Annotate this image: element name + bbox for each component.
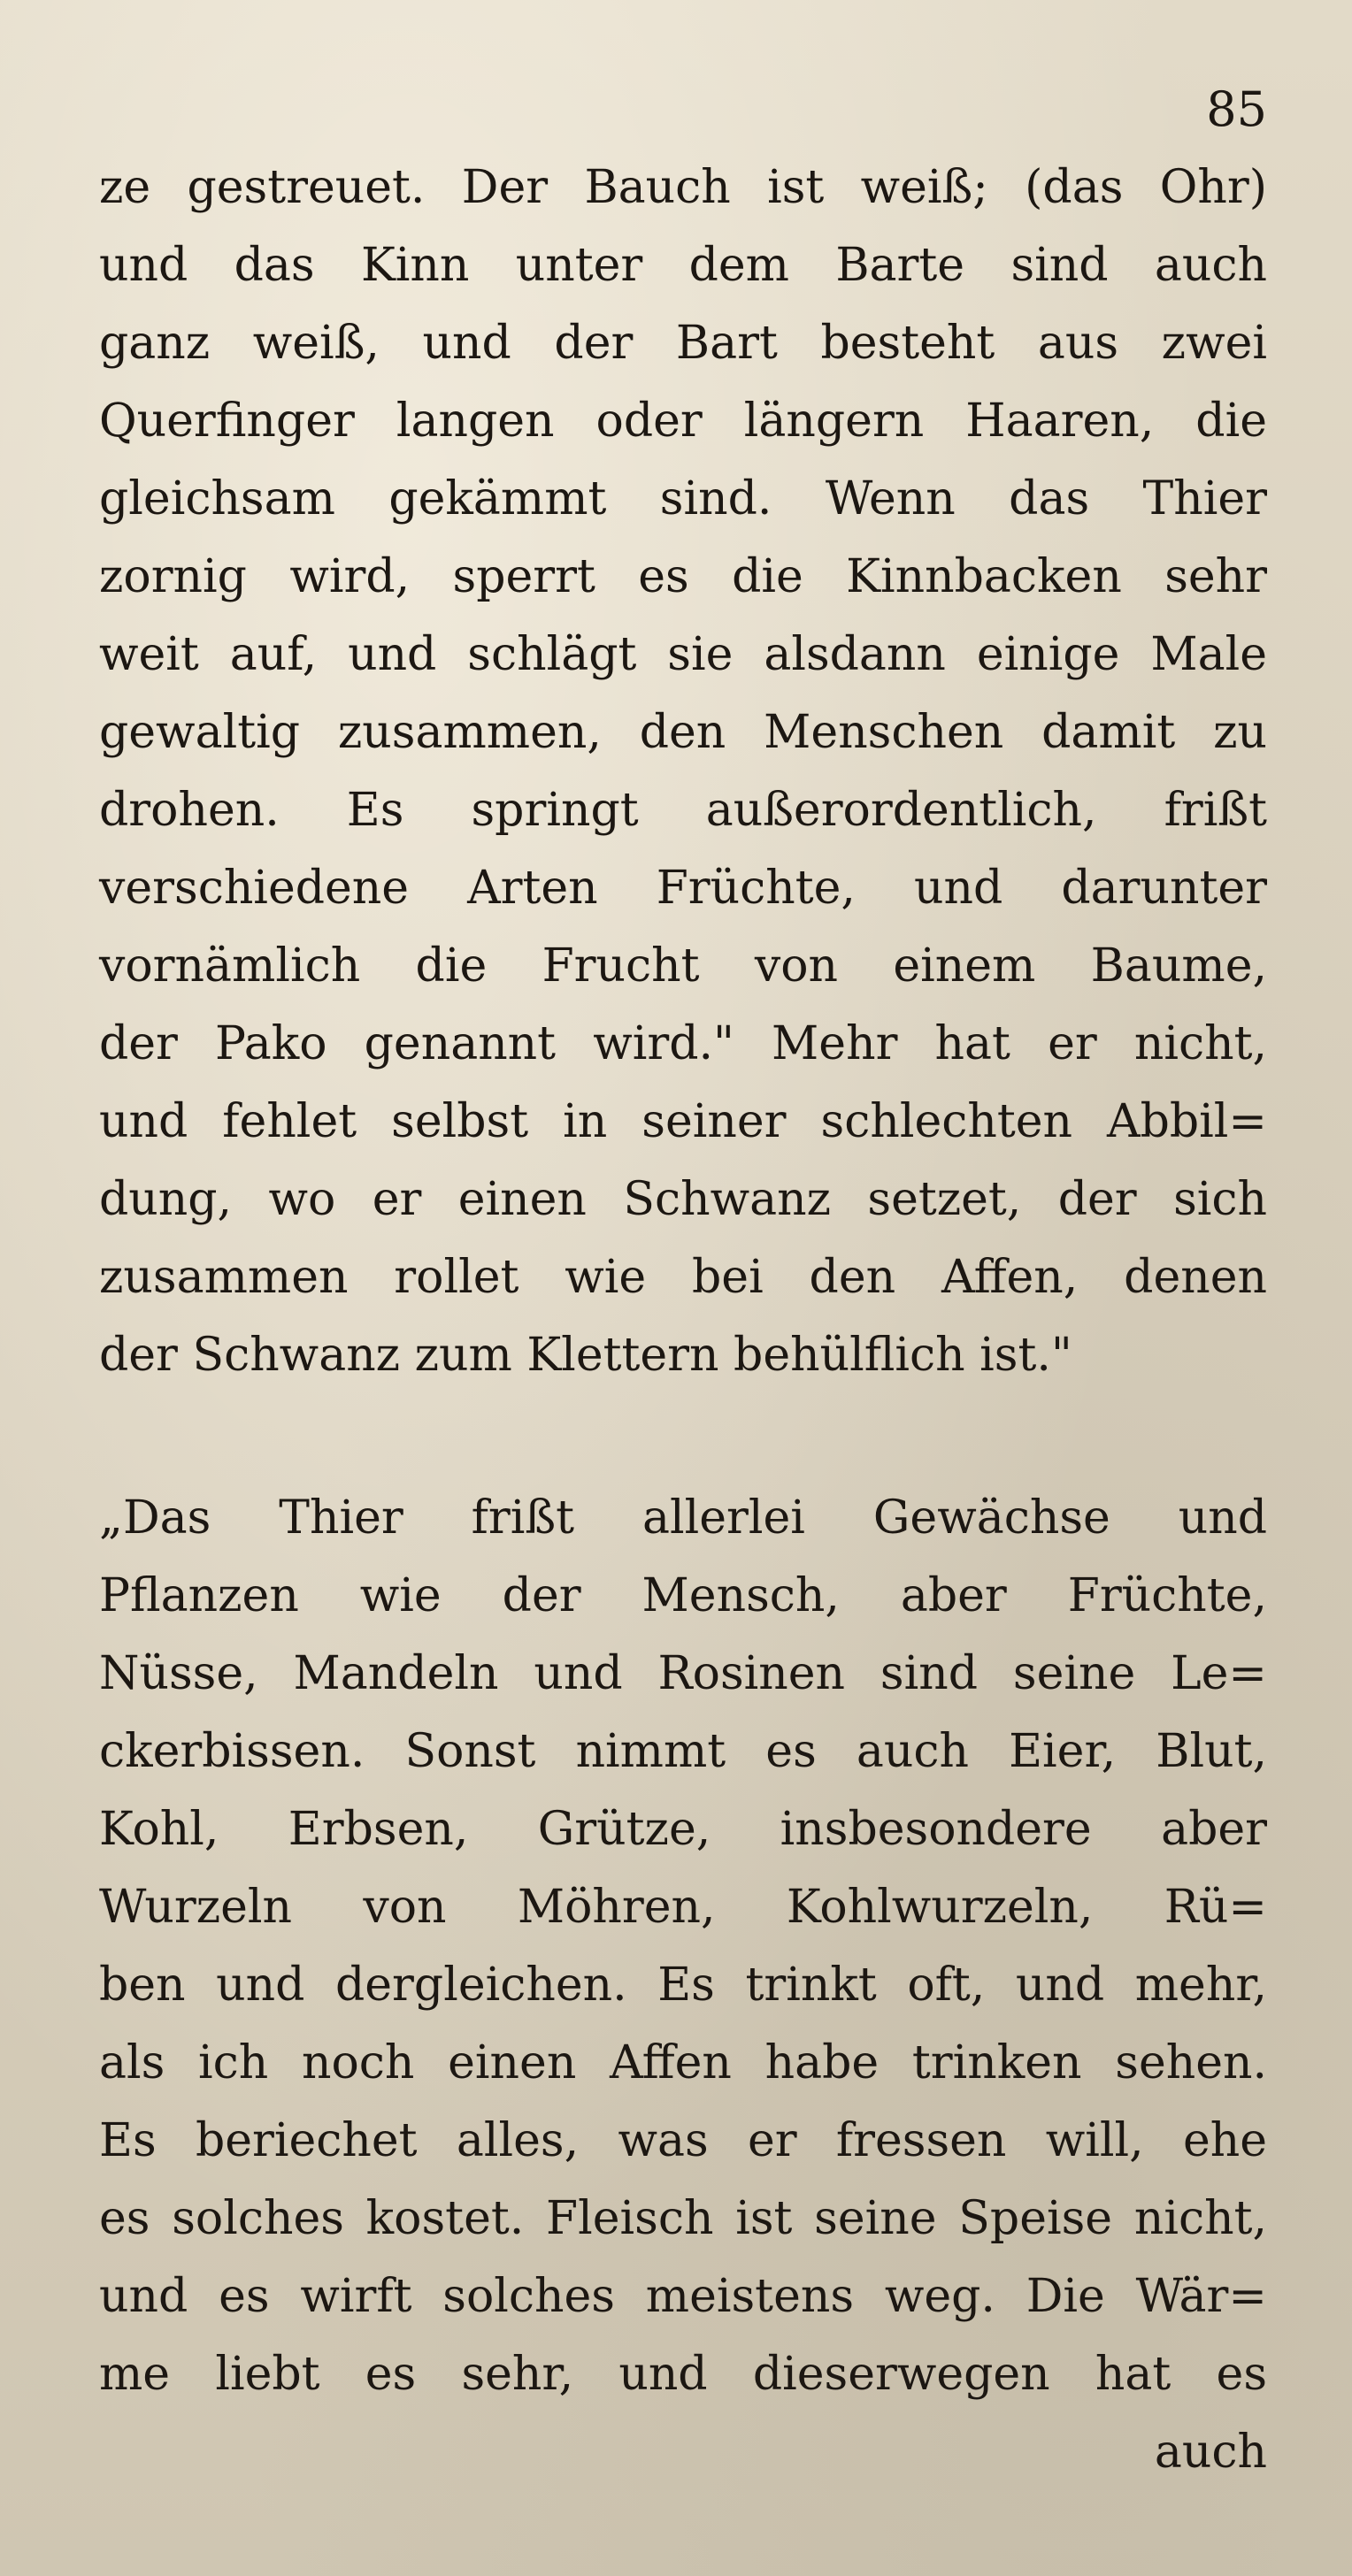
text-line: Es beriechet alles, was er fressen will, ehe bbox=[99, 2114, 1267, 2167]
text-line: Querfinger langen oder längern Haaren, die bbox=[99, 395, 1267, 448]
text-line: es solches kostet. Fleisch ist seine Speise nicht, bbox=[99, 2192, 1267, 2245]
paragraph-1 bbox=[99, 149, 1267, 1394]
text-line: vornämlich die Frucht von einem Baume, bbox=[99, 939, 1267, 993]
catchword: auch bbox=[1154, 2426, 1267, 2479]
text-line: „Das Thier frißt allerlei Gewächse und bbox=[99, 1491, 1267, 1545]
text-line: ben und dergleichen. Es trinkt oft, und mehr, bbox=[99, 1959, 1267, 2012]
text-line: verschiedene Arten Früchte, und darunter bbox=[99, 862, 1267, 915]
text-line: weit auf, und schlägt sie alsdann einige Male bbox=[99, 628, 1267, 681]
text-line: der Pako genannt wird." Mehr hat er nicht, bbox=[99, 1017, 1267, 1070]
page-number: 85 bbox=[1206, 81, 1267, 137]
text-line: gewaltig zusammen, den Menschen damit zu bbox=[99, 706, 1267, 759]
text-line: ganz weiß, und der Bart besteht aus zwei bbox=[99, 317, 1267, 370]
text-line: dung, wo er einen Schwanz setzet, der sich bbox=[99, 1173, 1267, 1226]
text-line: ze gestreuet. Der Bauch ist weiß; (das Ohr) bbox=[99, 161, 1267, 214]
text-line: zusammen rollet wie bei den Affen, denen bbox=[99, 1251, 1267, 1304]
text-line: ckerbissen. Sonst nimmt es auch Eier, Blut, bbox=[99, 1725, 1267, 1778]
text-line: Nüsse, Mandeln und Rosinen sind seine Le= bbox=[99, 1647, 1267, 1700]
text-line: Pflanzen wie der Mensch, aber Früchte, bbox=[99, 1569, 1267, 1622]
text-line: Wurzeln von Möhren, Kohlwurzeln, Rü= bbox=[99, 1881, 1267, 1934]
text-line: der Schwanz zum Klettern behülflich ist." bbox=[99, 1329, 1072, 1382]
text-line: und das Kinn unter dem Barte sind auch bbox=[99, 239, 1267, 292]
text-line: gleichsam gekämmt sind. Wenn das Thier bbox=[99, 472, 1267, 525]
text-line: zornig wird, sperrt es die Kinnbacken sehr bbox=[99, 550, 1267, 603]
text-line: me liebt es sehr, und dieserwegen hat es bbox=[99, 2348, 1267, 2401]
text-line: Kohl, Erbsen, Grütze, insbesondere aber bbox=[99, 1803, 1267, 1856]
text-line: und es wirft solches meistens weg. Die Wär= bbox=[99, 2270, 1267, 2323]
text-line: und fehlet selbst in seiner schlechten Abbil= bbox=[99, 1095, 1267, 1148]
paragraph-2 bbox=[99, 1479, 1267, 2491]
text-line: drohen. Es springt außerordentlich, frißt bbox=[99, 784, 1267, 837]
text-line: als ich noch einen Affen habe trinken sehen. bbox=[99, 2036, 1267, 2089]
